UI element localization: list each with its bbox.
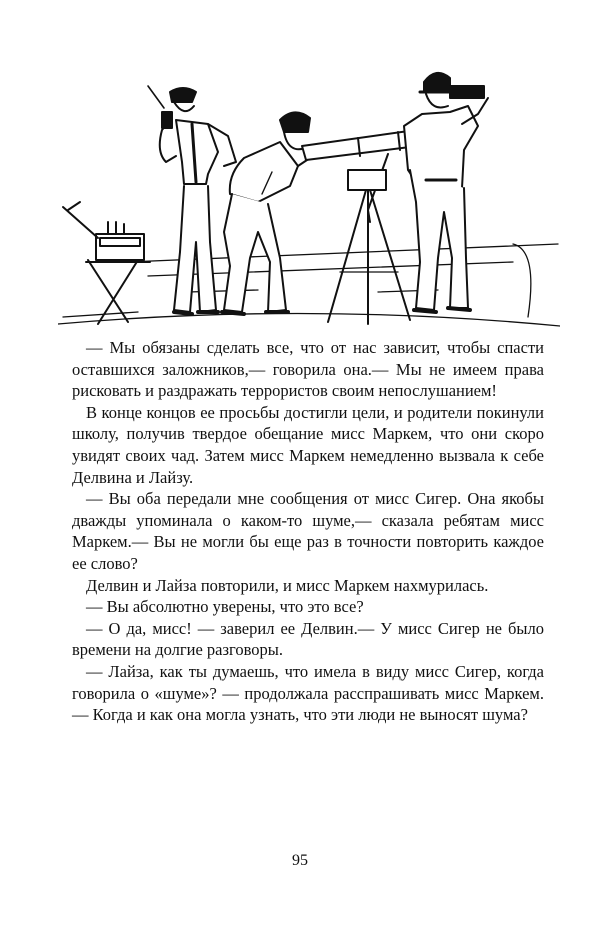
officer-middle (222, 112, 318, 314)
paragraph: — О да, мисс! — заверил ее Делвин.— У мисс Сигер не было времени на долгие разговоры. (72, 618, 544, 660)
radio-on-stand (63, 202, 150, 324)
body-text (72, 337, 544, 726)
paragraph: — Лайза, как ты думаешь, что имела в виду мисс Сигер, когда говорила о «шуме»? — продолжала расспрашивать мисс Маркем.— Когда и как она могла узнать, что эти люди не выносят шума? (72, 661, 544, 725)
paragraph: — Вы абсолютно уверены, что это все? (86, 597, 364, 617)
paragraph: В конце концов ее просьбы достигли цели, и родители покинули школу, получив твердое обещание мисс Маркем, что они скоро увидят своих чад. Затем мисс Маркем немедленно вызвала к себе Делвина и Лайзу. (72, 402, 544, 487)
illustration (58, 62, 560, 334)
paragraph: Делвин и Лайза повторили, и мисс Маркем нахмурилась. (86, 575, 489, 595)
paragraph: — Вы оба передали мне сообщения от мисс Сигер. Она якобы дважды упоминала о каком-то шуме,— сказала ребятам мисс Маркем.— Вы не могли бы еще раз в точности повторить каждое ее слово? (72, 489, 544, 573)
paragraph: — Мы обязаны сделать все, что от нас зависит, чтобы спасти оставшихся заложников,— говорила она.— Мы не имеем права рисковать и раздражать террористов своим непослушанием! (72, 338, 544, 401)
officer-right (404, 73, 488, 312)
page-number: 95 (292, 852, 308, 869)
officer-left (148, 86, 236, 314)
